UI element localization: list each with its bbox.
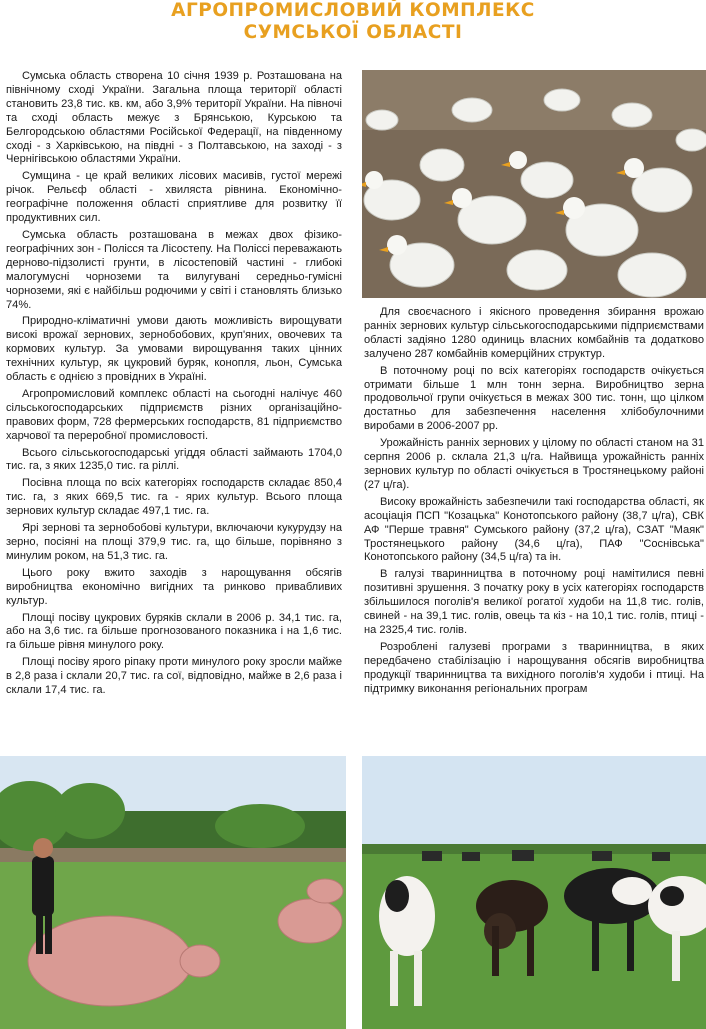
paragraph: Сумська область розташована в межах двох фізико-географічних зон - Полісся та Лісостепу. На Поліссі переважають дерново-підзолисті грунти, в лісостеповій частині - глибокі малогумусні чорноземи та вилугувані середньо-гумісні чорноземи, які є найбільш родючими у світі і становлять близько 74%. — [6, 228, 342, 311]
paragraph: Урожайність ранніх зернових у цілому по області станом на 31 серпня 2006 р. склала 21,3 ц/га. Найвища урожайність ранніх зернових культур по області очікується в Тростянецькому районі (27 ц/га). — [364, 437, 704, 491]
page-title-line-1: АГРОПРОМИСЛОВИЙ КОМПЛЕКС — [171, 0, 535, 21]
paragraph: В галузі тваринництва в поточному році намітилися певні позитивні зрушення. З початку року в усіх категоріях господарств збільшилося поголів'я великої рогатої худоби на 11,8 тис. голів, свиней - на 39,1 тис. голів, овець та кіз - на 10,1 тис. голів, птиці - на 2325,4 тис. голів. — [364, 568, 704, 636]
paragraph: Для своєчасного і якісного проведення збирання врожаю ранніх зернових культур сільськогосподарськими підприємствами області задіяно 1280 одиниць власних комбайнів та додатково залучено 287 комбайнів комерційних структур. — [364, 306, 704, 360]
right-text-column — [364, 306, 704, 699]
paragraph: Високу врожайність забезпечили такі господарства області, як асоціація ПСП "Козацька" Конотопського району (38,7 ц/га), СВК АФ "Перше травня" Сумського району (37,2 ц/га), СЗАТ "Маяк" Тростянецького району (34,6 ц/га), ПАФ "Соснівська" Конотопського району (34,5 ц/га) та ін. — [364, 495, 704, 564]
paragraph: Площі посіву ярого ріпаку проти минулого року зросли майже в 2,8 раза і склали 20,7 тис. га сої, відповідно, майже в 2,6 раза і склали 17,4 тис. га. — [6, 656, 342, 697]
paragraph: Площі посіву цукрових буряків склали в 2006 р. 34,1 тис. га, або на 3,6 тис. га більше прогнозованого показника і на 1,6 тис. га більше рівня минулого року. — [6, 611, 342, 652]
ducks-photo — [362, 70, 706, 298]
paragraph: В поточному році по всіх категоріях господарств очікується отримати більше 1 млн тонн зерна. Виробництво зерна продовольчої групи очікується в межах 300 тис. тонн, що цілком достатньо для забезпечення населення хлібобулочними виробами в 2006-2007 рр. — [364, 364, 704, 433]
page-title-line-2: СУМСЬКОЇ ОБЛАСТІ — [243, 22, 463, 43]
paragraph: Агропромисловий комплекс області на сьогодні налічує 460 сільськогосподарських підприємств різних організаційно-правових форм, 728 фермерських господарств, 81 підприємство харчової та переробної промисловості. — [6, 387, 342, 442]
paragraph: Цього року вжито заходів з нарощування обсягів виробництва економічно вигідних та ринково привабливих культур. — [6, 566, 342, 607]
paragraph: Сумська область створена 10 січня 1939 р. Розташована на північному сході України. Загальна площа території області становить 23,8 тис. кв. км, або 3,9% території України. На півночі та сході область межує з Брянською, Курською та Белгородською областями Російської Федерації, на південному сході - з Харківською, на півдні - з Полтавською, на заході - з Чернігівською областями України. — [6, 70, 342, 166]
paragraph: Всього сільськогосподарські угіддя області займають 1704,0 тис. га, з яких 1235,0 тис. га ріллі. — [6, 446, 342, 473]
left-text-column — [6, 70, 342, 701]
page-title — [0, 0, 706, 44]
paragraph: Ярі зернові та зернобобові культури, включаючи кукурудзу на зерно, посіяні на площі 379,9 тис. га, що більше, порівняно з минулим роком, на 51,3 тис. га. — [6, 522, 342, 562]
paragraph: Сумщина - це край великих лісових масивів, густої мережі річок. Рельєф області - хвиляста рівнина. Економічно-географічне положення області сприятливе для розвитку її продуктивних сил. — [6, 170, 342, 225]
paragraph: Розроблені галузеві програми з тваринництва, в яких передбачено стабілізацію і нарощування обсягів виробництва продукції тваринництва та вихідного поголів'я худоби і птиці. На підтримку виконання регіональних програм — [364, 640, 704, 695]
pigs-photo — [0, 756, 346, 1029]
cows-photo — [362, 756, 706, 1029]
paragraph: Посівна площа по всіх категоріях господарств складає 850,4 тис. га, з яких 669,5 тис. га - ярих культур. Всього площа зернових культур складає 497,1 тис. га. — [6, 477, 342, 518]
paragraph: Природно-кліматичні умови дають можливість вирощувати високі врожаї зернових, зернобобових, круп'яних, овочевих та кормових культур. За умовами вирощування таких цінних технічних культур, як цукровий буряк, конопля, льон, Сумська область є однією з провідних в Україні. — [6, 315, 342, 384]
